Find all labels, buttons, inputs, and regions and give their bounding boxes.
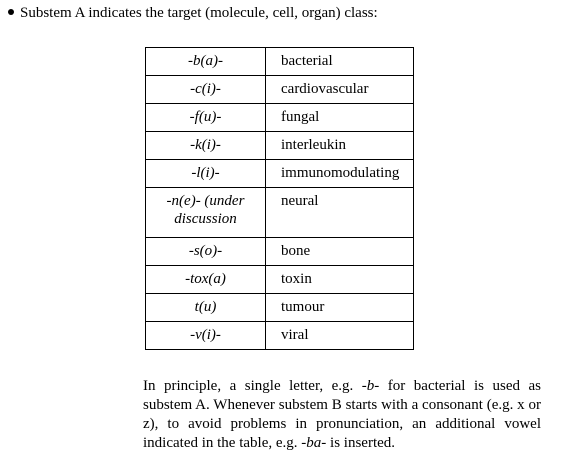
meaning-cell: bacterial bbox=[266, 48, 414, 76]
stem-cell: -b(a)- bbox=[146, 48, 266, 76]
table-row bbox=[146, 76, 414, 104]
stem-cell: -f(u)- bbox=[146, 104, 266, 132]
paragraph-text: In principle, a single letter, e.g. bbox=[143, 378, 362, 394]
stem-cell: t(u) bbox=[146, 294, 266, 322]
meaning-cell: fungal bbox=[266, 104, 414, 132]
meaning-cell: interleukin bbox=[266, 132, 414, 160]
stem-cell: -s(o)- bbox=[146, 238, 266, 266]
meaning-cell: cardiovascular bbox=[266, 76, 414, 104]
meaning-cell: bone bbox=[266, 238, 414, 266]
meaning-cell: neural bbox=[266, 188, 414, 238]
bullet-icon bbox=[8, 9, 14, 15]
paragraph-text: for bacterial is used as substem A. Whenever substem B starts with a consonant (e.g. x or z), to avoid problems in pronunciation, an additional vowel indicated in the table, e.g. bbox=[143, 378, 541, 451]
meaning-cell: tumour bbox=[266, 294, 414, 322]
table-row bbox=[146, 48, 414, 76]
intro-bullet-line bbox=[8, 4, 378, 22]
table-row bbox=[146, 294, 414, 322]
meaning-cell: viral bbox=[266, 322, 414, 350]
table-row bbox=[146, 238, 414, 266]
table-row bbox=[146, 266, 414, 294]
stem-cell: -c(i)- bbox=[146, 76, 266, 104]
table-row bbox=[146, 132, 414, 160]
table-row bbox=[146, 188, 414, 238]
paragraph-text: is inserted. bbox=[326, 435, 396, 451]
table-row bbox=[146, 160, 414, 188]
stem-text-continued: discussion bbox=[174, 211, 237, 227]
stem-cell: -v(i)- bbox=[146, 322, 266, 350]
substem-table bbox=[145, 47, 414, 350]
meaning-cell: immunomodulating bbox=[266, 160, 414, 188]
stem-cell: -k(i)- bbox=[146, 132, 266, 160]
stem-text: -n(e)- (under bbox=[166, 193, 245, 209]
intro-text: Substem A indicates the target (molecule, cell, organ) class: bbox=[20, 5, 378, 21]
table-row bbox=[146, 104, 414, 132]
stem-cell: -tox(a) bbox=[146, 266, 266, 294]
principle-paragraph bbox=[143, 377, 541, 453]
meaning-cell: toxin bbox=[266, 266, 414, 294]
example-substem: -b- bbox=[361, 378, 380, 394]
example-substem: -ba- bbox=[301, 435, 327, 451]
stem-cell: -l(i)- bbox=[146, 160, 266, 188]
stem-cell bbox=[146, 188, 266, 238]
table-row bbox=[146, 322, 414, 350]
